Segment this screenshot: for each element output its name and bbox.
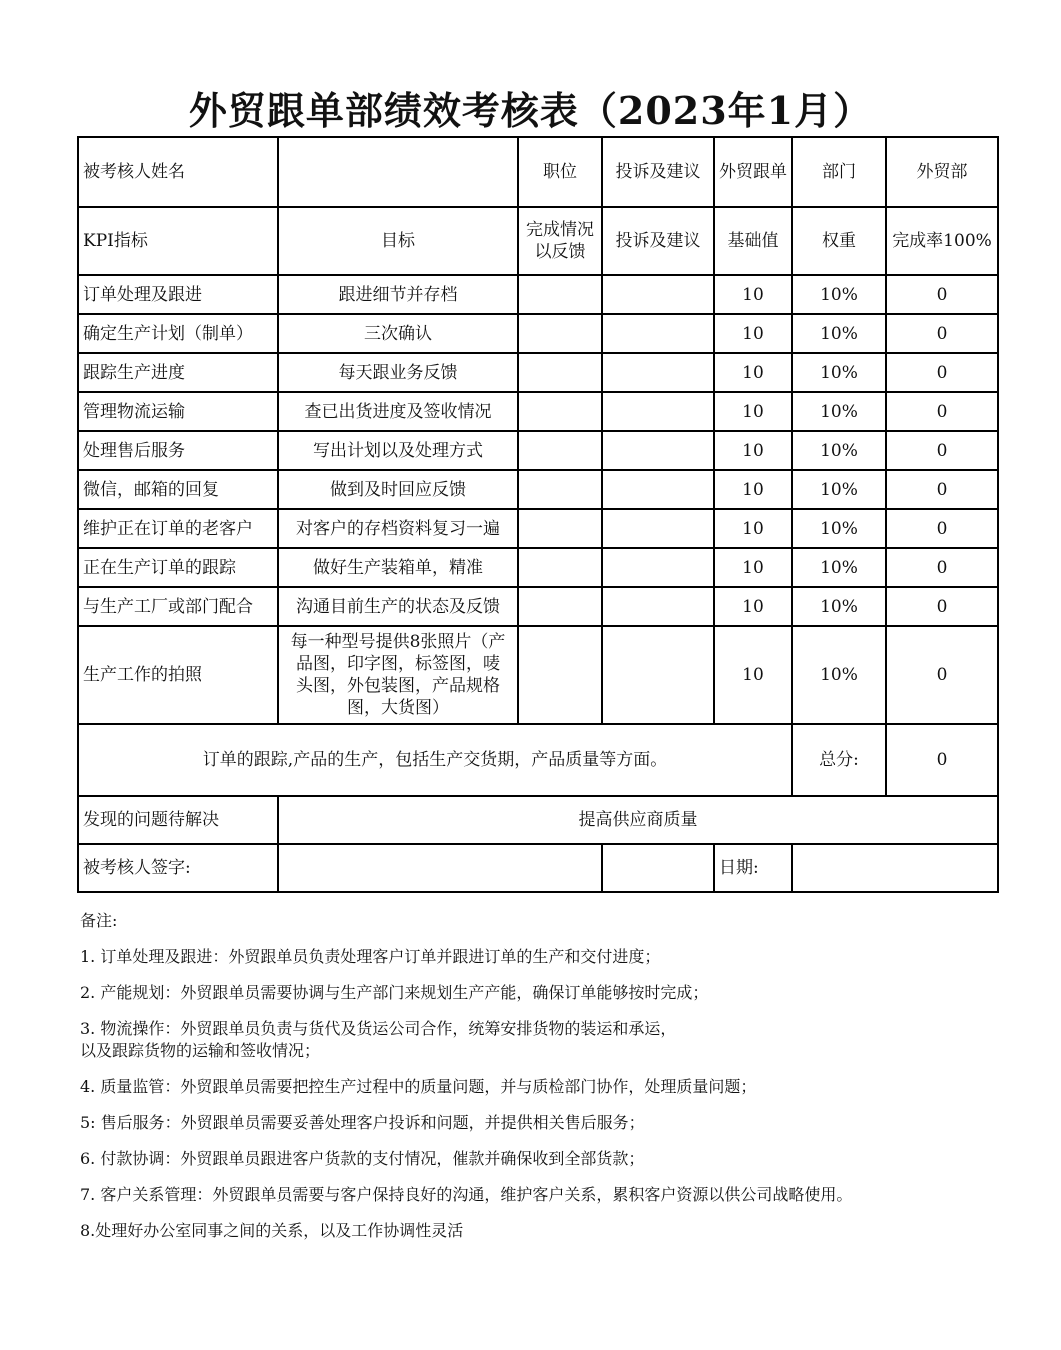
- kpi-completion-field[interactable]: [518, 587, 602, 626]
- signature-label: 被考核人签字:: [78, 844, 278, 892]
- kpi-completion-field[interactable]: [518, 353, 602, 392]
- table-row: [78, 509, 998, 548]
- kpi-rate: 0: [886, 392, 998, 431]
- table-row: [78, 548, 998, 587]
- table-row: [78, 470, 998, 509]
- kpi-base-value: 10: [714, 470, 792, 509]
- issues-value: 提高供应商质量: [278, 796, 998, 844]
- kpi-base-value: 10: [714, 509, 792, 548]
- note-item: 7. 客户关系管理：外贸跟单员需要与客户保持良好的沟通，维护客户关系，累积客户资源以供公司战略使用。: [80, 1185, 853, 1204]
- note-item: 3. 物流操作：外贸跟单员负责与货代及货运公司合作，统筹安排货物的装运和承运， 以及跟踪货物的运输和签收情况；: [80, 1019, 677, 1060]
- kpi-base-value: 10: [714, 353, 792, 392]
- kpi-complaint-field[interactable]: [602, 275, 714, 314]
- kpi-target: 每一种型号提供8张照片（产品图，印字图，标签图，唛头图，外包装图，产品规格图，大货图）: [278, 626, 518, 724]
- kpi-target: 跟进细节并存档: [278, 275, 518, 314]
- col-kpi: KPI指标: [78, 207, 278, 275]
- note-item: 6. 付款协调：外贸跟单员跟进客户货款的支付情况，催款并确保收到全部货款；: [80, 1149, 645, 1168]
- kpi-target: 对客户的存档资料复习一遍: [278, 509, 518, 548]
- kpi-weight: 10%: [792, 470, 886, 509]
- dept-value: 外贸部: [886, 137, 998, 207]
- kpi-target: 查已出货进度及签收情况: [278, 392, 518, 431]
- kpi-target: 写出计划以及处理方式: [278, 431, 518, 470]
- kpi-rate: 0: [886, 275, 998, 314]
- note-item: 8.处理好办公室同事之间的关系，以及工作协调性灵活: [80, 1221, 464, 1240]
- table-row: [78, 626, 998, 724]
- kpi-rate: 0: [886, 353, 998, 392]
- total-label: 总分:: [792, 724, 886, 796]
- kpi-completion-field[interactable]: [518, 470, 602, 509]
- dept-label: 部门: [792, 137, 886, 207]
- kpi-weight: 10%: [792, 392, 886, 431]
- kpi-name: 跟踪生产进度: [78, 353, 278, 392]
- note-item: 4. 质量监管：外贸跟单员需要把控生产过程中的质量问题，并与质检部门协作，处理质量问题；: [80, 1077, 757, 1096]
- table-row: [78, 314, 998, 353]
- signature-field[interactable]: [278, 844, 602, 892]
- issues-row: [78, 796, 998, 844]
- complaint-header: 投诉及建议: [602, 137, 714, 207]
- note-item: 5: 售后服务：外贸跟单员需要妥善处理客户投诉和问题，并提供相关售后服务；: [80, 1113, 645, 1132]
- kpi-completion-field[interactable]: [518, 431, 602, 470]
- note-item: 1. 订单处理及跟进：外贸跟单员负责处理客户订单并跟进订单的生产和交付进度；: [80, 947, 661, 966]
- date-field[interactable]: [792, 844, 998, 892]
- kpi-weight: 10%: [792, 275, 886, 314]
- table-row: [78, 587, 998, 626]
- kpi-completion-field[interactable]: [518, 392, 602, 431]
- col-completion: 完成情况以反馈: [518, 207, 602, 275]
- kpi-rate: 0: [886, 587, 998, 626]
- position-value: 外贸跟单: [714, 137, 792, 207]
- kpi-base-value: 10: [714, 548, 792, 587]
- kpi-rate: 0: [886, 548, 998, 587]
- kpi-weight: 10%: [792, 509, 886, 548]
- summary-text: 订单的跟踪,产品的生产，包括生产交货期，产品质量等方面。: [78, 724, 792, 796]
- kpi-complaint-field[interactable]: [602, 587, 714, 626]
- total-value: 0: [886, 724, 998, 796]
- date-label: 日期:: [714, 844, 792, 892]
- kpi-complaint-field[interactable]: [602, 392, 714, 431]
- kpi-rate: 0: [886, 431, 998, 470]
- kpi-complaint-field[interactable]: [602, 626, 714, 724]
- kpi-complaint-field[interactable]: [602, 470, 714, 509]
- kpi-name: 维护正在订单的老客户: [78, 509, 278, 548]
- kpi-complaint-field[interactable]: [602, 431, 714, 470]
- kpi-complaint-field[interactable]: [602, 314, 714, 353]
- page-title: 外贸跟单部绩效考核表（2023年1月）: [188, 88, 873, 133]
- kpi-target: 每天跟业务反馈: [278, 353, 518, 392]
- kpi-rate: 0: [886, 626, 998, 724]
- notes-section: [80, 910, 1020, 1256]
- kpi-name: 处理售后服务: [78, 431, 278, 470]
- kpi-weight: 10%: [792, 431, 886, 470]
- kpi-table: [77, 136, 999, 893]
- kpi-name: 正在生产订单的跟踪: [78, 548, 278, 587]
- note-item: 2. 产能规划：外贸跟单员需要协调与生产部门来规划生产产能，确保订单能够按时完成；: [80, 983, 709, 1002]
- kpi-base-value: 10: [714, 275, 792, 314]
- kpi-complaint-field[interactable]: [602, 548, 714, 587]
- notes-list: [80, 946, 1020, 1242]
- col-target: 目标: [278, 207, 518, 275]
- table-row: [78, 392, 998, 431]
- kpi-name: 与生产工厂或部门配合: [78, 587, 278, 626]
- col-base: 基础值: [714, 207, 792, 275]
- kpi-target: 做到及时回应反馈: [278, 470, 518, 509]
- kpi-base-value: 10: [714, 431, 792, 470]
- signature-row: [78, 844, 998, 892]
- name-value-field[interactable]: [278, 137, 518, 207]
- header-row: [78, 137, 998, 207]
- kpi-rate: 0: [886, 509, 998, 548]
- kpi-completion-field[interactable]: [518, 548, 602, 587]
- kpi-target: 沟通目前生产的状态及反馈: [278, 587, 518, 626]
- issues-label: 发现的问题待解决: [78, 796, 278, 844]
- kpi-base-value: 10: [714, 392, 792, 431]
- kpi-rate: 0: [886, 314, 998, 353]
- kpi-target: 三次确认: [278, 314, 518, 353]
- col-weight: 权重: [792, 207, 886, 275]
- table-row: [78, 431, 998, 470]
- kpi-weight: 10%: [792, 626, 886, 724]
- table-row: [78, 353, 998, 392]
- summary-row: [78, 724, 998, 796]
- kpi-name: 管理物流运输: [78, 392, 278, 431]
- kpi-rows: [78, 275, 998, 724]
- notes-heading: 备注:: [80, 911, 118, 930]
- kpi-weight: 10%: [792, 353, 886, 392]
- kpi-base-value: 10: [714, 626, 792, 724]
- kpi-target: 做好生产装箱单，精准: [278, 548, 518, 587]
- kpi-complaint-field[interactable]: [602, 353, 714, 392]
- kpi-completion-field[interactable]: [518, 509, 602, 548]
- kpi-name: 订单处理及跟进: [78, 275, 278, 314]
- kpi-name: 确定生产计划（制单）: [78, 314, 278, 353]
- col-rate: 完成率100%: [886, 207, 998, 275]
- kpi-complaint-field[interactable]: [602, 509, 714, 548]
- kpi-name: 微信，邮箱的回复: [78, 470, 278, 509]
- position-label: 职位: [518, 137, 602, 207]
- kpi-weight: 10%: [792, 587, 886, 626]
- kpi-weight: 10%: [792, 314, 886, 353]
- kpi-completion-field[interactable]: [518, 314, 602, 353]
- kpi-base-value: 10: [714, 587, 792, 626]
- column-header-row: [78, 207, 998, 275]
- signature-extra-field[interactable]: [602, 844, 714, 892]
- kpi-name: 生产工作的拍照: [78, 626, 278, 724]
- kpi-rate: 0: [886, 470, 998, 509]
- kpi-completion-field[interactable]: [518, 626, 602, 724]
- col-complaint: 投诉及建议: [602, 207, 714, 275]
- kpi-base-value: 10: [714, 314, 792, 353]
- kpi-completion-field[interactable]: [518, 275, 602, 314]
- kpi-weight: 10%: [792, 548, 886, 587]
- name-label: 被考核人姓名: [78, 137, 278, 207]
- table-row: [78, 275, 998, 314]
